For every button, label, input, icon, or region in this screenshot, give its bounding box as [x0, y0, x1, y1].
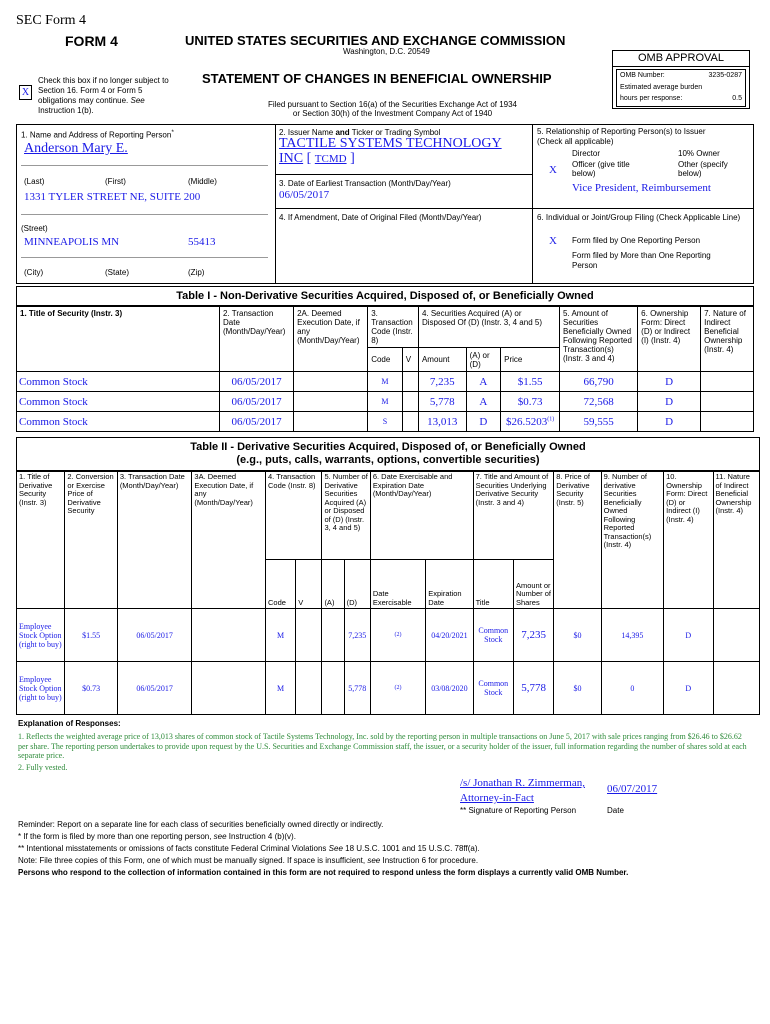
t2-row-expiration: 03/08/2020: [426, 662, 473, 715]
omb-hours-label: hours per response:: [620, 95, 683, 102]
more-than-one-label: Form filed by More than One Reporting Person: [572, 251, 711, 270]
t2-sub-expiration: Expiration Date: [426, 560, 473, 609]
t1-header-title: 1. Title of Security (Instr. 3): [17, 307, 220, 372]
t1-row-ad: D: [466, 412, 501, 432]
form-title: FORM 4: [65, 33, 118, 49]
section6-label: 6. Individual or Joint/Group Filing (Check Applicable Line): [537, 213, 741, 222]
t1-row-date: 06/05/2017: [220, 412, 294, 432]
middle-label: (Middle): [188, 177, 217, 186]
table1-title: Table I - Non-Derivative Securities Acquired, Disposed of, or Beneficially Owned: [16, 286, 754, 306]
t2-row-title: Employee Stock Option (right to buy): [17, 609, 65, 662]
t2-header-exercisable: 6. Date Exercisable and Expiration Date (Month/Day/Year): [370, 472, 473, 560]
t2-sub-v: V: [296, 560, 322, 609]
t1-row-price: $0.73: [501, 392, 560, 412]
zip-label: (Zip): [188, 268, 205, 277]
t2-row-deemed: [192, 609, 266, 662]
footer-note-2: ** Intentional misstatements or omissions of facts constitute Federal Criminal Violations See 18 U.S.C. 1001 and 15 U.S.C. 78ff(a).: [18, 844, 480, 853]
t1-row-v: [402, 392, 418, 412]
director-label: Director: [572, 149, 601, 158]
t2-sub-amount: Amount or Number of Shares: [513, 560, 553, 609]
t1-row-title: Common Stock: [17, 372, 220, 392]
t2-row-deemed: [192, 662, 266, 715]
t1-header-acquired: 4. Securities Acquired (A) or Disposed Of (D) (Instr. 3, 4 and 5): [418, 307, 559, 348]
t2-row-nature: [713, 609, 759, 662]
t1-header-date: 2. Transaction Date (Month/Day/Year): [220, 307, 294, 372]
t2-row-a: [322, 662, 344, 715]
t1-row-form: D: [638, 372, 701, 392]
t2-row-v: [296, 662, 322, 715]
table-row: [17, 392, 754, 412]
t2-header-form: 10. Ownership Form: Direct (D) or Indirect (I) (Instr. 4): [664, 472, 713, 609]
omb-disclaimer: Persons who respond to the collection of information contained in this form are not required to respond unless the form displays a currently valid OMB Number.: [18, 868, 629, 877]
section3-label: 3. Date of Earliest Transaction (Month/Day/Year): [279, 179, 451, 188]
t1-row-deemed: [294, 412, 368, 432]
last-label: (Last): [24, 177, 45, 186]
t2-header-price: 2. Conversion or Exercise Price of Derivative Security: [65, 472, 117, 609]
t2-row-date: 06/05/2017: [117, 609, 192, 662]
section1-label: 1. Name and Address of Reporting Person*: [21, 129, 174, 140]
t2-header-deemed: 3A. Deemed Execution Date, if any (Month/Day/Year): [192, 472, 266, 609]
no-longer-subject-checkbox[interactable]: X: [19, 85, 32, 100]
t2-row-code: M: [266, 662, 296, 715]
t2-row-form: D: [664, 662, 713, 715]
t2-header-code: 4. Transaction Code (Instr. 8): [266, 472, 322, 560]
issuer-name-link[interactable]: TACTILE SYSTEMS TECHNOLOGY INC: [279, 136, 502, 166]
footnote-1: 1. Reflects the weighted average price of 13,013 shares of common stock of Tactile Systems Technology, Inc. sold by the reporting person in multiple transactions on June 5, 2017 with sale prices ranging from $26.46 to $26.62 per share. The reporting person undertakes to provide upon request by the U.S. Securities and Exchange Commission staff, the issuer, or a security holder of the issuer, full information regarding the number of shares sold at each separate price.: [18, 732, 747, 760]
t2-row-exercisable: (2): [370, 662, 425, 715]
other-label: Other (specify below): [678, 160, 728, 178]
omb-title: OMB APPROVAL: [613, 51, 749, 67]
non-derivative-table: [16, 306, 754, 432]
t2-header-underlying: 7. Title and Amount of Securities Underlying Derivative Security (Instr. 3 and 4): [473, 472, 554, 560]
t1-header-form: 6. Ownership Form: Direct (D) or Indirect (I) (Instr. 4): [638, 307, 701, 372]
statement-title: STATEMENT OF CHANGES IN BENEFICIAL OWNERSHIP: [202, 71, 552, 86]
t1-row-deemed: [294, 392, 368, 412]
t1-row-nature: [701, 412, 754, 432]
signature-label: ** Signature of Reporting Person: [460, 806, 577, 815]
t2-row-title: Employee Stock Option (right to buy): [17, 662, 65, 715]
omb-hours-value: 0.5: [732, 95, 742, 102]
table-row: [17, 609, 760, 662]
t2-header-number: 5. Number of Derivative Securities Acquired (A) or Disposed of (D) (Instr. 3, 4 and 5): [322, 472, 370, 560]
street-label: (Street): [21, 224, 48, 233]
footnote-2: 2. Fully vested.: [18, 763, 68, 772]
t1-row-owned: 59,555: [560, 412, 638, 432]
t1-row-date: 06/05/2017: [220, 372, 294, 392]
t1-row-deemed: [294, 372, 368, 392]
t2-header-title: 1. Title of Derivative Security (Instr. 3): [17, 472, 65, 609]
t1-row-amount: 13,013: [418, 412, 466, 432]
t1-row-amount: 5,778: [418, 392, 466, 412]
sec-form-label: SEC Form 4: [16, 13, 87, 28]
t1-row-code: S: [368, 412, 403, 432]
t2-row-expiration: 04/20/2021: [426, 609, 473, 662]
footer: [18, 819, 758, 879]
commission-title: UNITED STATES SECURITIES AND EXCHANGE COMMISSION: [185, 33, 566, 48]
t2-row-d: 7,235: [344, 609, 370, 662]
omb-number-label: OMB Number:: [620, 72, 665, 79]
first-label: (First): [105, 177, 126, 186]
zip-value: 55413: [188, 236, 216, 248]
t2-row-u-amount: 7,235: [513, 609, 553, 662]
reminder-text: Reminder: Report on a separate line for each class of securities beneficially owned directly or indirectly.: [18, 820, 384, 829]
omb-number-value: 3235-0287: [708, 72, 742, 79]
t1-row-ad: A: [466, 392, 501, 412]
t1-row-price: $26.5203$^{(1)}$: [501, 412, 560, 432]
t1-row-v: [402, 372, 418, 392]
table2-title: Table II - Derivative Securities Acquired, Disposed of, or Beneficially Owned (e.g., puts, calls, warrants, options, convertible securities): [16, 437, 760, 471]
t2-row-date: 06/05/2017: [117, 662, 192, 715]
t1-row-title: Common Stock: [17, 392, 220, 412]
officer-checkmark: X: [549, 164, 557, 176]
footer-note-1: * If the form is filed by more than one reporting person, see Instruction 4 (b)(v).: [18, 832, 296, 841]
t1-sub-price: Price: [501, 348, 560, 372]
t2-sub-a: (A): [322, 560, 344, 609]
reporting-person-name-link[interactable]: Anderson Mary E.: [24, 141, 128, 156]
t2-row-d: 5,778: [344, 662, 370, 715]
t1-sub-v: V: [402, 348, 418, 372]
t2-row-price: $0.73: [65, 662, 117, 715]
t1-row-nature: [701, 392, 754, 412]
t1-row-form: D: [638, 392, 701, 412]
t2-row-dprice: $0: [554, 662, 601, 715]
t1-row-price: $1.55: [501, 372, 560, 392]
t2-header-nature: 11. Nature of Indirect Beneficial Ownership (Instr. 4): [713, 472, 759, 609]
t1-row-code: M: [368, 392, 403, 412]
t1-row-owned: 66,790: [560, 372, 638, 392]
t1-header-deemed: 2A. Deemed Execution Date, if any (Month/Day/Year): [294, 307, 368, 372]
t2-row-code: M: [266, 609, 296, 662]
t1-header-owned: 5. Amount of Securities Beneficially Owned Following Reported Transaction(s) (Instr. 3 and 4): [560, 307, 638, 372]
t2-row-exercisable: (2): [370, 609, 425, 662]
state-label: (State): [105, 268, 130, 277]
t2-sub-title: Title: [473, 560, 513, 609]
officer-label: Officer (give title below): [572, 160, 630, 178]
address-value: 1331 TYLER STREET NE, SUITE 200: [24, 191, 201, 203]
location: Washington, D.C. 20549: [343, 47, 430, 56]
issuer-block: TACTILE SYSTEMS TECHNOLOGY INC [ TCMD ]: [279, 136, 502, 166]
t1-row-form: D: [638, 412, 701, 432]
t2-header-date: 3. Transaction Date (Month/Day/Year): [117, 472, 192, 609]
t2-row-u-title: Common Stock: [473, 609, 513, 662]
t1-row-v: [402, 412, 418, 432]
signature-date[interactable]: 06/07/2017: [607, 783, 658, 795]
t2-row-nature: [713, 662, 759, 715]
table-row: [17, 412, 754, 432]
checkbox-label: Check this box if no longer subject to Section 16. Form 4 or Form 5 obligations may continue. See Instruction 1(b).: [38, 76, 169, 115]
table-row: [17, 372, 754, 392]
t2-header-deriv-price: 8. Price of Derivative Security (Instr. 5): [554, 472, 601, 609]
t1-header-nature: 7. Nature of Indirect Beneficial Ownership (Instr. 4): [701, 307, 754, 372]
t1-sub-ad: (A) or (D): [466, 348, 501, 372]
omb-approval-box: [612, 50, 750, 109]
t2-row-owned: 14,395: [601, 609, 664, 662]
t1-row-nature: [701, 372, 754, 392]
derivative-table: [16, 471, 760, 715]
t2-sub-code: Code: [266, 560, 296, 609]
ten-percent-owner-label: 10% Owner: [678, 149, 720, 158]
one-person-label: Form filed by One Reporting Person: [572, 236, 701, 245]
t1-sub-amount: Amount: [418, 348, 466, 372]
section4-label: 4. If Amendment, Date of Original Filed (Month/Day/Year): [279, 213, 482, 222]
t2-row-dprice: $0: [554, 609, 601, 662]
footer-note-3: Note: File three copies of this Form, one of which must be manually signed. If space is insufficient, see Instruction 6 for procedure.: [18, 856, 479, 865]
t2-header-owned: 9. Number of derivative Securities Beneficially Owned Following Reported Transaction(s) (Instr. 4): [601, 472, 664, 609]
one-person-checkmark: X: [549, 235, 557, 247]
t2-row-u-amount: 5,778: [513, 662, 553, 715]
city-value: MINNEAPOLIS MN: [24, 236, 120, 248]
t2-row-form: D: [664, 609, 713, 662]
t2-row-price: $1.55: [65, 609, 117, 662]
t2-row-owned: 0: [601, 662, 664, 715]
t1-row-date: 06/05/2017: [220, 392, 294, 412]
t2-row-a: [322, 609, 344, 662]
t2-sub-d: (D): [344, 560, 370, 609]
explanation-title: Explanation of Responses:: [18, 719, 121, 728]
t1-sub-code: Code: [368, 348, 403, 372]
t1-row-code: M: [368, 372, 403, 392]
t1-row-ad: A: [466, 372, 501, 392]
t1-header-code: 3. Transaction Code (Instr. 8): [368, 307, 419, 348]
t1-row-owned: 72,568: [560, 392, 638, 412]
city-label: (City): [24, 268, 44, 277]
earliest-transaction-date: 06/05/2017: [279, 189, 330, 201]
omb-burden-label: Estimated average burden: [620, 83, 703, 91]
date-label: Date: [607, 806, 624, 815]
t2-row-v: [296, 609, 322, 662]
t2-row-u-title: Common Stock: [473, 662, 513, 715]
officer-title: Vice President, Reimbursement: [572, 182, 711, 194]
signature-link[interactable]: /s/ Jonathan R. Zimmerman, Attorney-in-Fact: [460, 777, 585, 804]
ticker-link[interactable]: TCMD: [314, 153, 347, 165]
table-row: [17, 662, 760, 715]
section2-label: 2. Issuer Name and Ticker or Trading Symbol: [279, 128, 441, 137]
t2-sub-exercisable: Date Exercisable: [370, 560, 425, 609]
filed-pursuant: Filed pursuant to Section 16(a) of the Securities Exchange Act of 1934 or Section 30(h) of the Investment Company Act of 1940: [267, 100, 518, 118]
t1-row-title: Common Stock: [17, 412, 220, 432]
t1-row-amount: 7,235: [418, 372, 466, 392]
section5-label: 5. Relationship of Reporting Person(s) to Issuer (Check all applicable): [537, 127, 706, 146]
